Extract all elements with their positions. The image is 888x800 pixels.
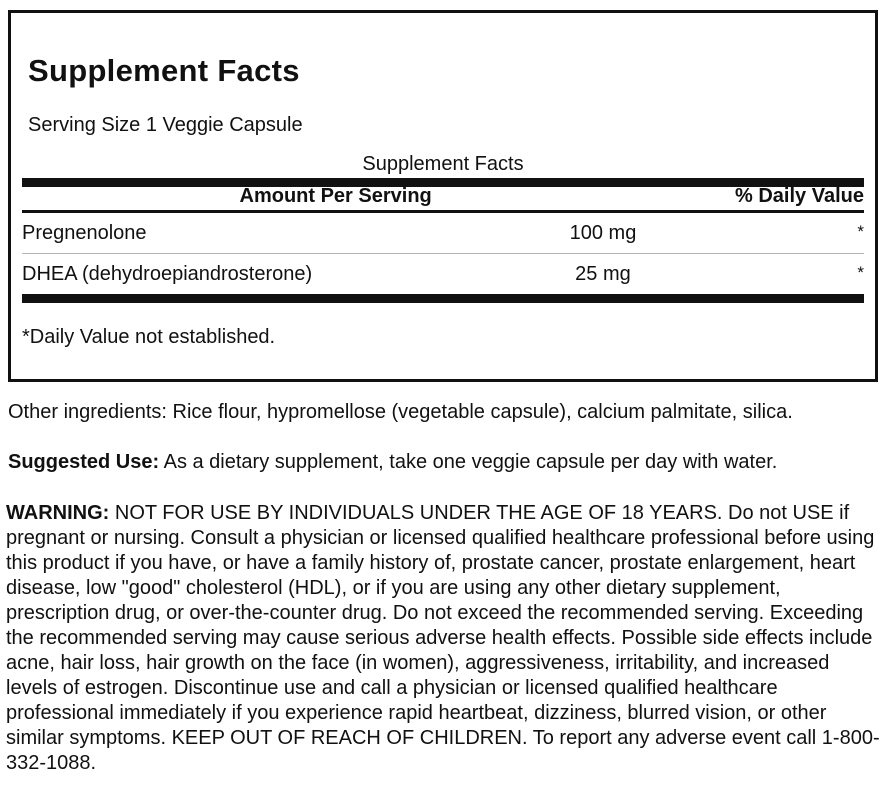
warning-label: WARNING:: [6, 502, 110, 524]
ingredient-amount: 25 mg: [575, 263, 631, 285]
daily-value-asterisk: *: [857, 263, 864, 282]
panel-title: Supplement Facts: [28, 53, 300, 88]
table-caption: Supplement Facts: [362, 153, 524, 175]
suggested-use-label: Suggested Use:: [8, 451, 160, 473]
other-ingredients-body: Other ingredients: Rice flour, hypromellose (vegetable capsule), calcium palmitate, silica.: [8, 401, 793, 423]
ingredient-name: DHEA (dehydroepiandrosterone): [22, 263, 313, 285]
divider-bar-bottom: [22, 294, 864, 303]
daily-value-footnote: *Daily Value not established.: [22, 326, 276, 348]
suggested-use-body: As a dietary supplement, take one veggie capsule per day with water.: [163, 451, 778, 473]
table-row: [22, 254, 864, 294]
supplement-facts-panel: [8, 10, 878, 382]
amount-per-serving-header: Amount Per Serving: [239, 185, 432, 207]
warning-body: NOT FOR USE BY INDIVIDUALS UNDER THE AGE OF 18 YEARS. Do not USE if pregnant or nursing. Consult a physician or licensed qualified healthcare professional before using this product if you have, or have a family history of, prostate cancer, prostate enlargement, heart disease, low "good" cholesterol (HDL), or if you are using any other dietary supplement, prescription drug, or over-the-counter drug. Do not exceed the recommended serving. Exceeding the recommended serving may cause serious adverse health effects. Possible side effects include acne, hair loss, hair growth on the face (in women), aggressiveness, irritability, and increased levels of estrogen. Discontinue use and call a physician or licensed qualified healthcare professional immediately if you experience rapid heartbeat, dizziness, blurred vision, or other similar symptoms. KEEP OUT OF REACH OF CHILDREN. To report any adverse event call 1-800-332-1088.: [6, 502, 880, 774]
ingredient-name: Pregnenolone: [22, 222, 147, 244]
percent-daily-value-header: % Daily Value: [735, 185, 864, 207]
table-header-row: [22, 187, 864, 213]
warning-text: [6, 501, 884, 776]
table-row: [22, 213, 864, 253]
serving-size-text: Serving Size 1 Veggie Capsule: [28, 114, 303, 136]
daily-value-asterisk: *: [857, 222, 864, 241]
other-ingredients-text: [8, 400, 884, 425]
ingredient-amount: 100 mg: [569, 222, 637, 244]
suggested-use-text: [8, 450, 884, 475]
